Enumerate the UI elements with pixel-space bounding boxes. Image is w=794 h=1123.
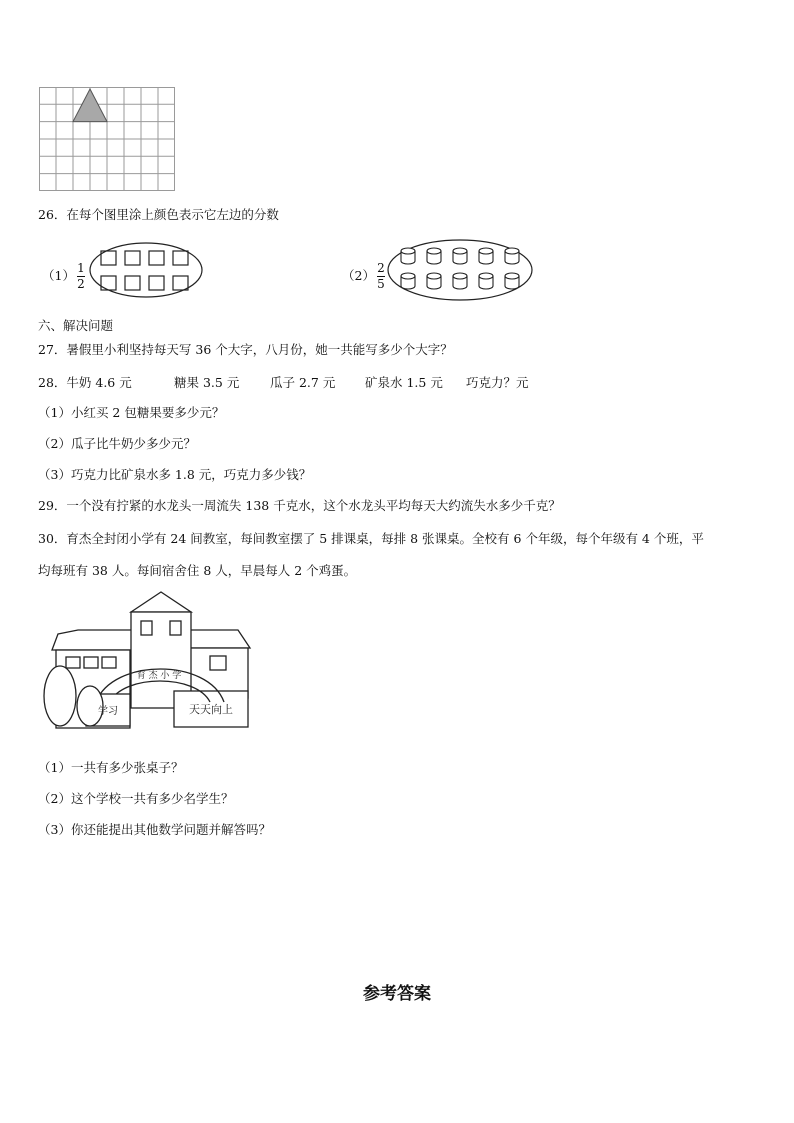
square-shape — [173, 251, 188, 265]
cylinder-shape — [401, 248, 415, 264]
q30-sub2: （2）这个学校一共有多少名学生？ — [38, 791, 234, 806]
square-shape — [125, 276, 140, 290]
school-building-illustration — [38, 590, 260, 732]
grid-with-triangle — [39, 87, 175, 191]
q28-item-candy: 糖果 3.5 元 — [174, 375, 240, 390]
right-sign-text: 天天向上 — [189, 703, 233, 716]
fraction-one-half: $\frac{1}{2}$ — [77, 261, 85, 291]
cylinder-shape — [401, 273, 415, 289]
q30-line2: 均每班有 38 人。每间宿舍住 8 人，早晨每人 2 个鸡蛋。 — [38, 563, 357, 578]
q28-item-seeds: 瓜子 2.7 元 — [270, 375, 336, 390]
cylinder-shape — [505, 273, 519, 289]
q30-line1: 30．育杰全封闭小学有 24 间教室，每间教室摆了 5 排课桌，每排 8 张课桌。全校有 6 个年级，每个年级有 4 个班，平 — [38, 531, 704, 546]
q28-sub1: （1）小红买 2 包糖果要多少元？ — [38, 405, 225, 420]
q27-text: 27．暑假里小利坚持每天写 36 个大字，八月份，她一共能写多少个大字？ — [38, 342, 453, 357]
cylinder-shape — [427, 248, 441, 264]
square-shape — [149, 251, 164, 265]
q26-title: 26．在每个图里涂上颜色表示它左边的分数 — [38, 207, 279, 222]
q28-item-water: 矿泉水 1.5 元 — [365, 375, 443, 390]
q26-part2 — [342, 262, 387, 291]
cylinder-shape — [453, 273, 467, 289]
q26-part2-label: （2） — [342, 268, 375, 283]
q28-item-chocolate: 巧克力？元 — [466, 375, 529, 390]
square-shape — [125, 251, 140, 265]
ellipse-with-squares — [88, 241, 204, 299]
cylinder-shape — [479, 248, 493, 264]
school-sign-text: 育 杰 小 学 — [136, 671, 182, 681]
q30-sub3: （3）你还能提出其他数学问题并解答吗？ — [38, 822, 271, 837]
section6-title: 六、解决问题 — [38, 318, 114, 333]
cylinder-shape — [505, 248, 519, 264]
q26-part1-label: （1） — [42, 268, 75, 283]
fraction-two-fifths: $\frac{2}{5}$ — [377, 261, 385, 291]
square-shape — [149, 276, 164, 290]
q29-text: 29．一个没有拧紧的水龙头一周流失 138 千克水，这个水龙头平均每天大约流失水多少千克？ — [38, 498, 561, 513]
q28-sub2: （2）瓜子比牛奶少多少元？ — [38, 436, 196, 451]
cylinder-shape — [453, 248, 467, 264]
square-shape — [173, 276, 188, 290]
q26-part1 — [42, 262, 87, 291]
q28-item-milk: 28．牛奶 4.6 元 — [38, 375, 132, 390]
cylinder-shape — [479, 273, 493, 289]
left-sign-text: 学习 — [98, 706, 118, 717]
q30-sub1: （1）一共有多少张桌子？ — [38, 760, 184, 775]
answers-title: 参考答案 — [363, 984, 431, 1004]
ellipse-with-cylinders — [386, 238, 534, 302]
q28-sub3: （3）巧克力比矿泉水多 1.8 元，巧克力多少钱？ — [38, 467, 312, 482]
gray-triangle — [73, 89, 107, 122]
cylinder-shape — [427, 273, 441, 289]
